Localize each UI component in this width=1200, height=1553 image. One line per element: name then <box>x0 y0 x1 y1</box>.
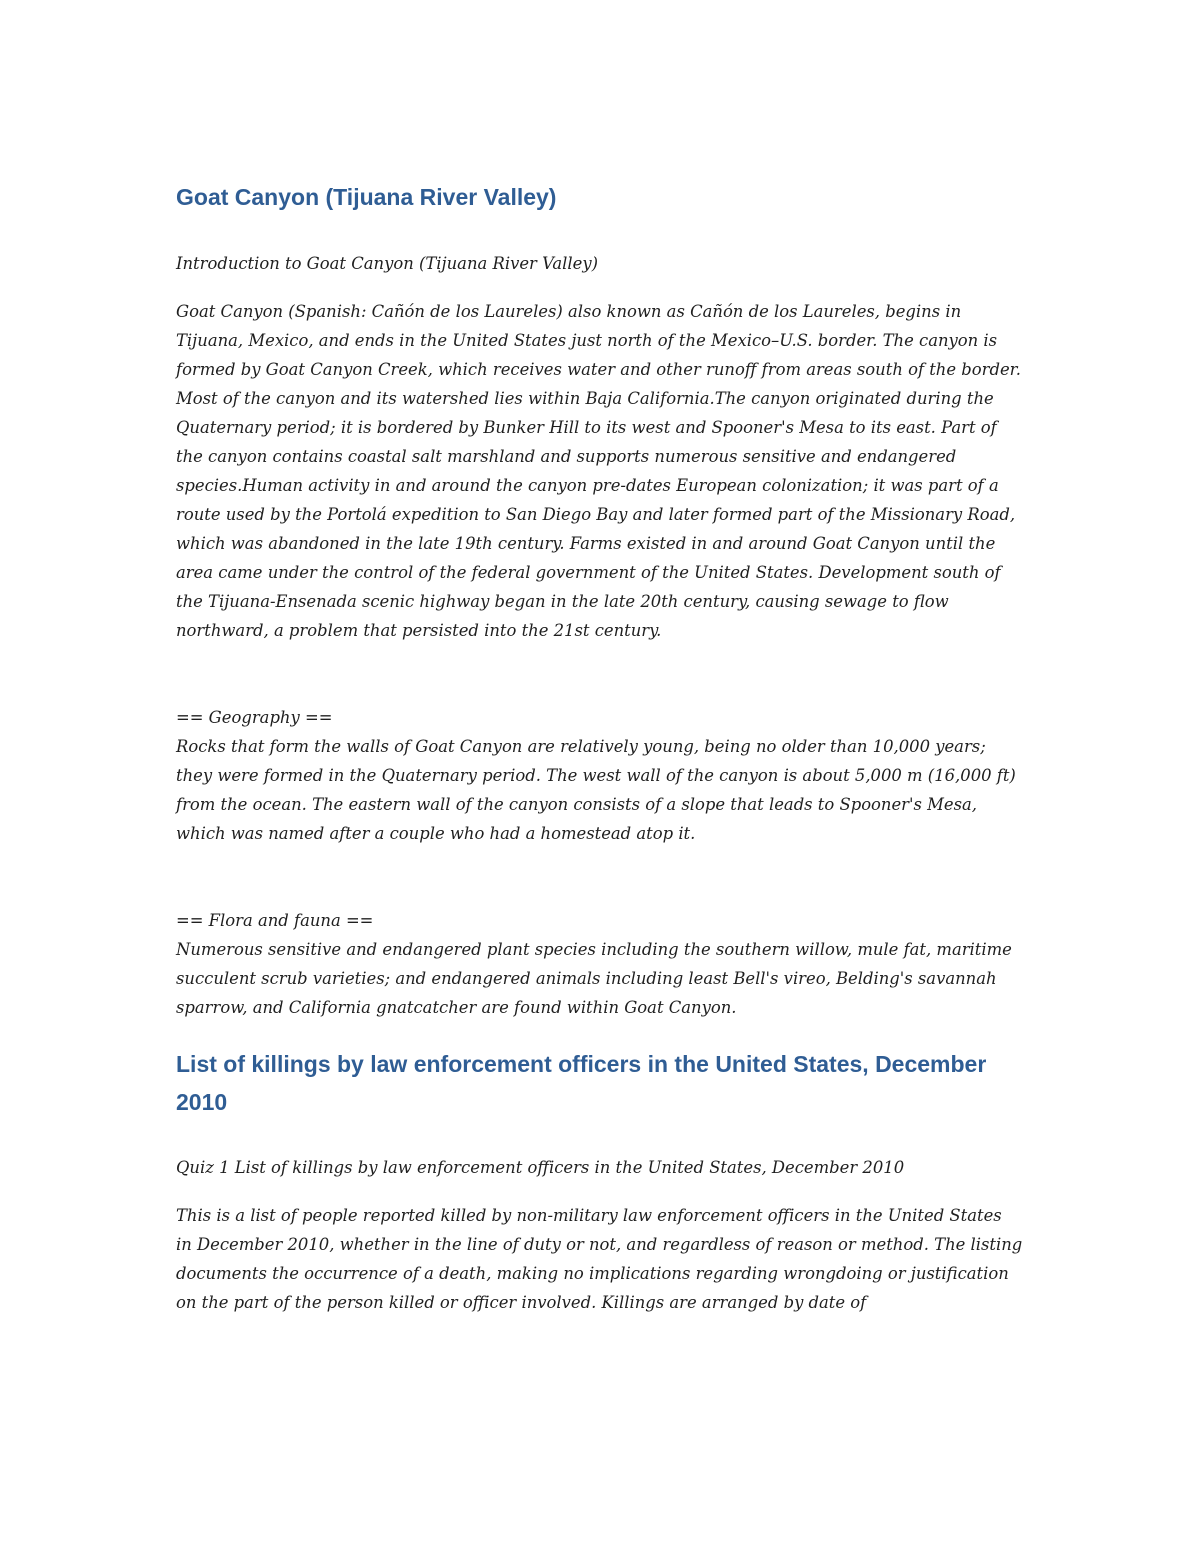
article-intro: Introduction to Goat Canyon (Tijuana River Valley) <box>176 254 599 273</box>
document-content <box>176 178 1026 1317</box>
geography-body: Rocks that form the walls of Goat Canyon are relatively young, being no older than 10,000 years; they were formed in the Quaternary period. The west wall of the canyon is about 5,000 m (16,000 ft) from the ocean. The eastern wall of the canyon consists of a slope that leads to Spooner's Mesa, which was named after a couple who had a homestead atop it. <box>176 737 1016 843</box>
geography-heading: == Geography == <box>176 708 333 727</box>
quiz-line: Quiz 1 List of killings by law enforcement officers in the United States, December 2010 <box>176 1158 905 1177</box>
article-title-killings-list: List of killings by law enforcement officers in the United States, December 2010 <box>176 1051 987 1115</box>
article-title-goat-canyon: Goat Canyon (Tijuana River Valley) <box>176 184 557 210</box>
article-body: Goat Canyon (Spanish: Cañón de los Laureles) also known as Cañón de los Laureles, begins in Tijuana, Mexico, and ends in the United States just north of the Mexico–U.S. border. The canyon is formed by Goat Canyon Creek, which receives water and other runoff from areas south of the border. Most of the canyon and its watershed lies within Baja California.The canyon originated during the Quaternary period; it is bordered by Bunker Hill to its west and Spooner's Mesa to its east. Part of the canyon contains coastal salt marshland and supports numerous sensitive and endangered species.Human activity in and around the canyon pre-dates European colonization; it was part of a route used by the Portolá expedition to San Diego Bay and later formed part of the Missionary Road, which was abandoned in the late 19th century. Farms existed in and around Goat Canyon until the area came under the control of the federal government of the United States. Development south of the Tijuana-Ensenada scenic highway began in the late 20th century, causing sewage to flow northward, a problem that persisted into the 21st century. <box>176 302 1021 640</box>
list-intro-line1: This is a list of people reported killed by non-military law enforcement officers in the United States <box>176 1206 1002 1225</box>
flora-fauna-body: Numerous sensitive and endangered plant species including the southern willow, mule fat, maritime succulent scrub varieties; and endangered animals including least Bell's vireo, Belding's savannah sparrow, and California gnatcatcher are found within Goat Canyon. <box>176 940 1012 1017</box>
list-intro-line2: in December 2010, whether in the line of duty or not, and regardless of reason or method. The listing documents the occurrence of a death, making no implications regarding wrongdoing or justification on the part of the person killed or officer involved. Killings are arranged by date of <box>176 1235 1023 1312</box>
flora-fauna-heading: == Flora and fauna == <box>176 911 374 930</box>
